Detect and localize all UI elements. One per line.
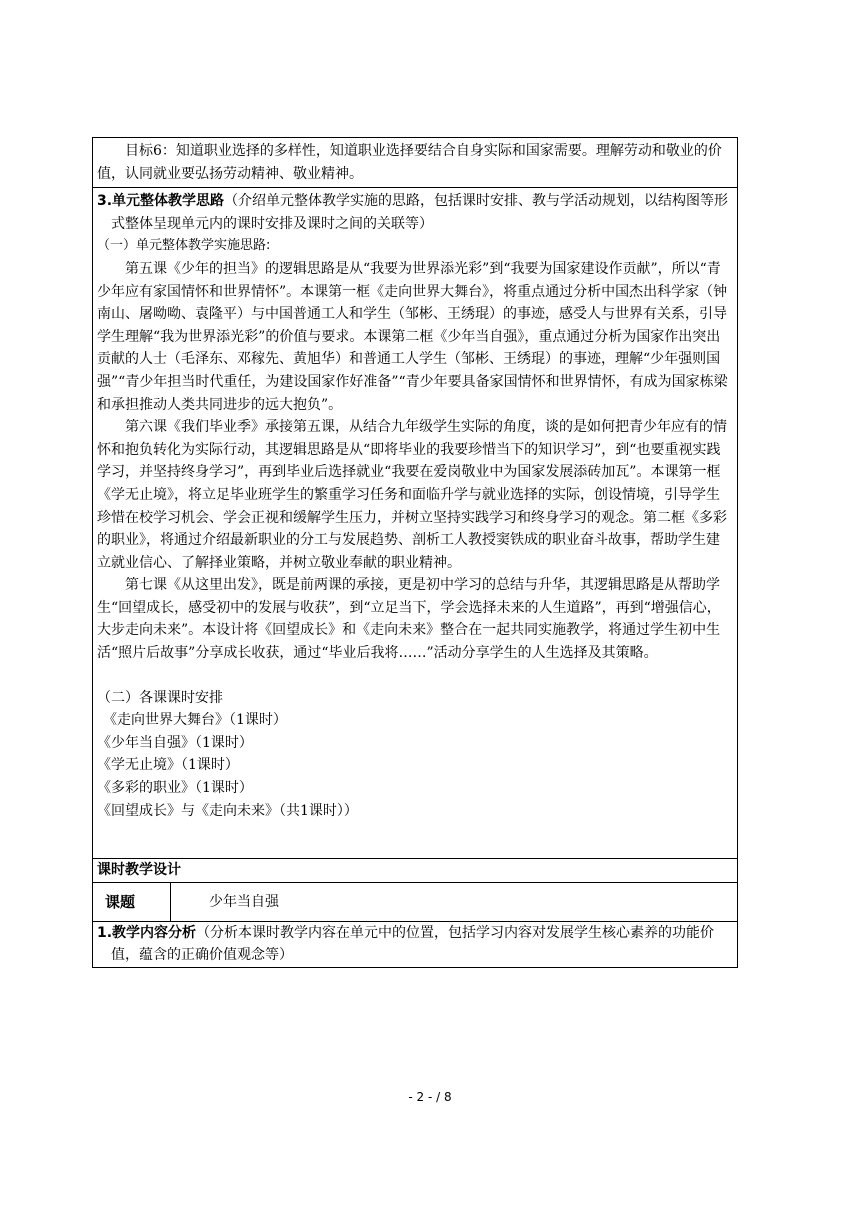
goal6-text: 目标6：知道职业选择的多样性，知道职业选择要结合自身实际和国家需要。理解劳动和敬业的价值，认同就业要弘扬劳动精神、敬业精神。 bbox=[97, 143, 722, 182]
section1-row bbox=[93, 921, 738, 967]
section1-heading: 1.教学内容分析 bbox=[97, 924, 197, 941]
section3-desc: （介绍单元整体教学实施的思路，包括课时安排、教与学活动规划，以结构图等形式整体呈现单元内的课时安排及课时之间的关联等） bbox=[111, 193, 729, 232]
topic-row bbox=[93, 882, 738, 921]
paragraph-lesson7: 第七课《从这里出发》，既是前两课的承接，更是初中学习的总结与升华，其逻辑思路是从帮助学生“回望成长，感受初中的发展与收获”，到“立足当下，学会选择未来的人生道路”，再到“增强信心，大步走向未来”。本设计将《回望成长》和《走向未来》整合在一起共同实施教学，将通过学生初中生活“照片后故事”分享成长收获，通过“毕业后我将……”活动分享学生的人生选择及其策略。 bbox=[97, 577, 721, 662]
lesson-design-title-row bbox=[93, 859, 738, 883]
paragraph-lesson5: 第五课《少年的担当》的逻辑思路是从“我要为世界添光彩”到“我要为国家建设作贡献”，所以“青少年应有家国情怀和世界情怀”。本课第一框《走向世界大舞台》，将重点通过分析中国杰出科学家（钟南山、屠呦呦、袁隆平）与中国普通工人和学生（邹彬、王绣琨）的事迹，感受人与世界有关系，引导学生理解“我为世界添光彩”的价值与要求。本课第二框《少年当自强》，重点通过分析为国家作出突出贡献的人士（毛泽东、邓稼先、黄旭华）和普通工人学生（邹彬、王绣琨）的事迹，理解“少年强则国强”“青少年担当时代重任，为建设国家作好准备”“青少年要具备家国情怀和世界情怀，有成为国家栋梁和承担推动人类共同进步的远大抱负”。 bbox=[97, 260, 728, 413]
goal-row bbox=[93, 138, 738, 188]
schedule-item: 《走向世界大舞台》（1课时） bbox=[103, 712, 287, 729]
section3-sub1: （一）单元整体教学实施思路: bbox=[97, 238, 271, 254]
spacer bbox=[97, 822, 733, 850]
schedule-item: 《学无止境》（1课时） bbox=[97, 757, 239, 774]
page-number: - 2 - / 8 bbox=[408, 1090, 452, 1104]
section1-intro bbox=[97, 922, 733, 967]
schedule-item: 《多彩的职业》（1课时） bbox=[97, 780, 253, 797]
schedule-item: 《回望成长》与《走向未来》（共1课时）） bbox=[97, 802, 358, 819]
section1-desc: （分析本课时教学内容在单元中的位置，包括学习内容对发展学生核心素养的功能价值，蕴含的正确价值观念等） bbox=[111, 924, 715, 964]
topic-value: 少年当自强 bbox=[171, 882, 738, 921]
section3-sub2: （二）各课课时安排 bbox=[97, 689, 223, 706]
lesson-plan-table bbox=[92, 137, 738, 968]
lesson-design-title: 课时教学设计 bbox=[93, 859, 738, 883]
topic-label: 课题 bbox=[93, 882, 171, 921]
section3-heading: 3.单元整体教学思路 bbox=[97, 193, 225, 210]
section3-intro bbox=[97, 190, 733, 235]
paragraph-lesson6: 第六课《我们毕业季》承接第五课，从结合九年级学生实际的角度，谈的是如何把青少年应有的情怀和抱负转化为实际行动，其逻辑思路是从“即将毕业的我要珍惜当下的知识学习”，到“也要重视实践学习，并坚持终身学习”，再到毕业后选择就业“我要在爱岗敬业中为国家发展添砖加瓦”。本课第一框《学无止境》，将立足毕业班学生的繁重学习任务和面临升学与就业选择的实际，创设情境，引导学生珍惜在校学习机会、学会正视和缓解学生压力，并树立坚持实践学习和终身学习的观念。第二框《多彩的职业》，将通过介绍最新职业的分工与发展趋势、剖析工人教授窦铁成的职业奋斗故事，帮助学生建立就业信心、了解择业策略，并树立敬业奉献的职业精神。 bbox=[97, 419, 727, 571]
spacer bbox=[97, 665, 733, 687]
schedule-item: 《少年当自强》（1课时） bbox=[97, 734, 253, 751]
section3-row bbox=[93, 188, 738, 859]
